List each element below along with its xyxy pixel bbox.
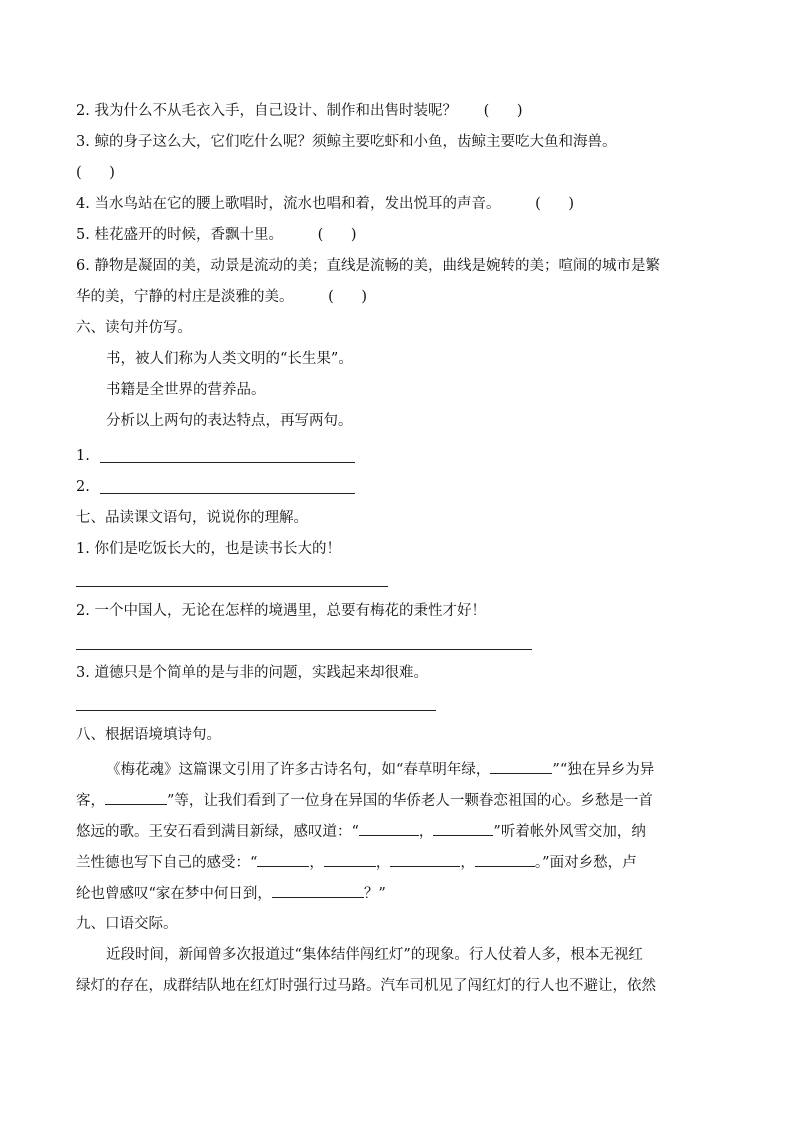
section-8-title: 八、根据语境填诗句。 [76,727,221,743]
fill-blank[interactable] [105,790,167,805]
question-5 [76,225,724,245]
fill-blank[interactable] [257,852,309,867]
section-8-line-5 [76,883,724,904]
section-7-question-3: 3. 道德只是个简单的是与非的问题，实践起来却很难。 [76,665,428,681]
fill-blank[interactable] [490,759,552,774]
answer-line[interactable] [76,710,436,711]
question-6 [76,256,724,276]
question-3 [76,132,724,152]
question-6-text: 6. 静物是凝固的美，动景是流动的美；直线是流畅的美，曲线是婉转的美；喧闹的城市是繁 [76,258,660,274]
question-4-text: 4. 当水鸟站在它的腰上歌唱时，流水也唱和着，发出悦耳的声音。 [76,196,501,212]
answer-paren[interactable]: ( ) [483,103,523,119]
fill-blank[interactable] [390,852,460,867]
question-2-text: 2. 我为什么不从毛衣入手，自己设计、制作和出售时装呢？ [76,103,457,119]
answer-paren[interactable]: ( ) [328,289,368,305]
question-6-cont [76,287,724,307]
section-7-question-2: 2. 一个中国人，无论在怎样的境遇里，总要有梅花的秉性才好！ [76,603,486,619]
fill-blank[interactable] [324,852,376,867]
section-8-line-3 [76,821,724,842]
question-6-text-cont: 华的美，宁静的村庄是淡雅的美。 [76,289,294,305]
section-6-answer-2 [76,477,724,497]
question-3-answer [76,163,724,183]
section-7-title: 七、品读课文语句，说说你的理解。 [76,510,308,526]
section-8-line-4 [76,852,724,873]
text: ， [460,855,475,871]
answer-paren[interactable]: ( ) [535,196,575,212]
question-4 [76,194,724,214]
text: ， [375,855,391,871]
fill-blank[interactable] [433,821,493,836]
section-9-title: 九、口语交际。 [76,916,178,932]
section-7-question-1: 1. 你们是吃饭长大的，也是读书长大的！ [76,541,341,557]
section-6-sentence-2: 书籍是全世界的营养品。 [106,382,266,398]
question-3-text: 3. 鲸的身子这么大，它们吃什么呢？须鲸主要吃虾和小鱼，齿鲸主要吃大鱼和海兽。 [76,134,617,150]
answer-paren[interactable]: ( ) [76,165,115,181]
section-9-paragraph-line-2: 绿灯的存在，成群结队地在红灯时强行过马路。汽车司机见了闯红灯的行人也不避让，依然 [76,978,656,994]
text: ”听着帐外风雪交加，纳 [493,824,646,840]
section-9-paragraph-line-1: 近段时间，新闻曾多次报道过“集体结伴闯红灯”的现象。行人仗着人多，根本无视红 [106,947,643,963]
text: ”等，让我们看到了一位身在异国的华侨老人一颗眷恋祖国的心。乡愁是一首 [167,793,653,809]
question-2 [76,101,724,121]
text: 悠远的歌。王安石看到满目新绿，感叹道：“ [76,824,359,840]
text: ”“独在异乡为异 [552,762,655,778]
answer-number: 1. [76,448,90,464]
text: ， [418,824,434,840]
section-6-title: 六、读句并仿写。 [76,320,192,336]
text: 《梅花魂》这篇课文引用了许多古诗名句，如“春草明年绿， [106,762,491,778]
text: 兰性德也写下自己的感受：“ [76,855,258,871]
text: 客， [76,793,105,809]
answer-number: 2. [76,479,90,495]
text: 纶也曾感叹“家在梦中何日到， [76,886,272,902]
answer-paren[interactable]: ( ) [317,227,357,243]
fill-blank[interactable] [359,821,419,836]
text: ？” [363,886,386,902]
answer-line[interactable] [76,649,532,650]
section-8-line-1 [76,759,724,780]
question-5-text: 5. 桂花盛开的时候，香飘十里。 [76,227,283,243]
fill-blank[interactable] [475,852,535,867]
fill-blank[interactable] [272,883,364,898]
section-6-instruction: 分析以上两句的表达特点，再写两句。 [106,413,353,429]
text: 。”面对乡愁，卢 [534,855,637,871]
section-6-answer-1 [76,446,724,466]
answer-line[interactable] [100,462,355,463]
answer-line[interactable] [100,493,355,494]
answer-line[interactable] [76,586,388,587]
section-8-line-2 [76,790,724,811]
section-6-sentence-1: 书，被人们称为人类文明的“长生果”。 [106,351,353,367]
text: ， [309,855,324,871]
